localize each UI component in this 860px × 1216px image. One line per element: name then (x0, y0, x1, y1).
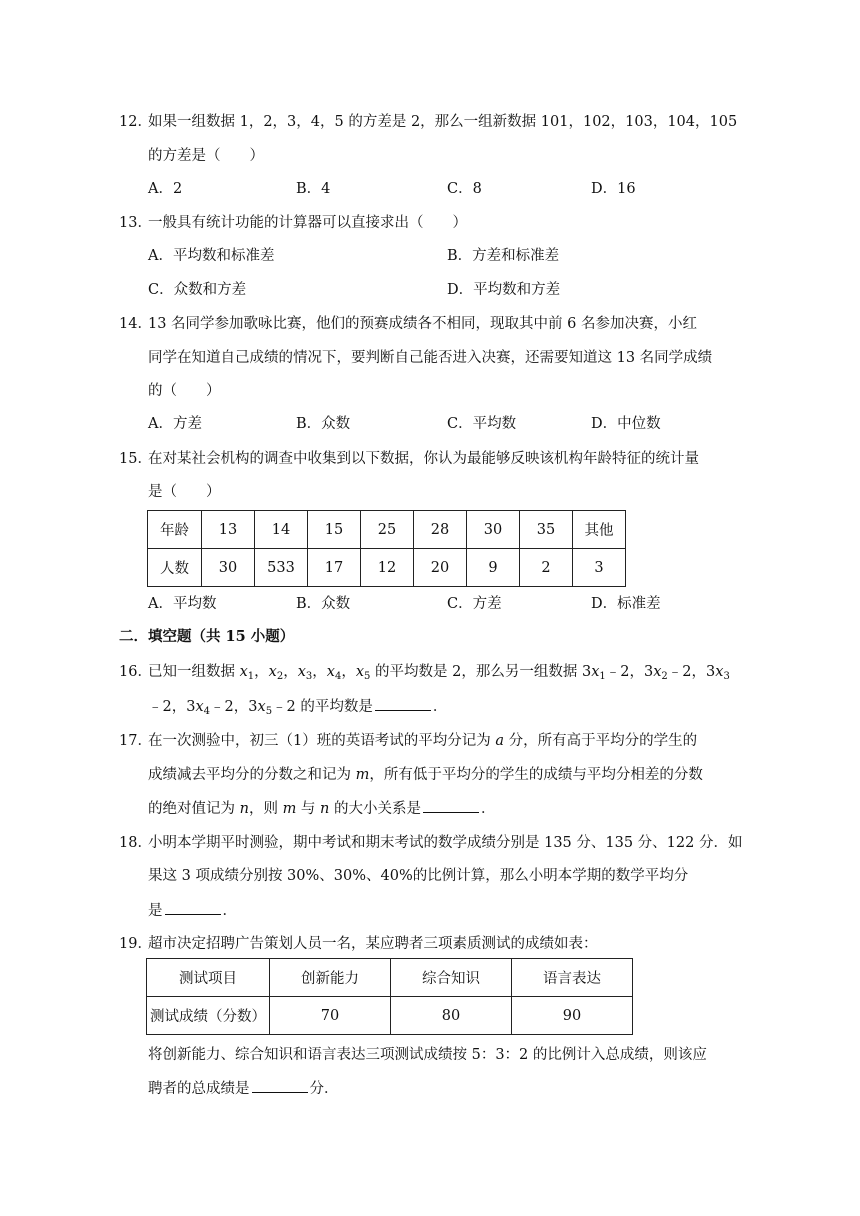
table-cell: 15 (308, 511, 361, 549)
answer-blank[interactable] (375, 696, 431, 711)
q18-text-line3: 是 ． (148, 900, 237, 921)
q14-text-line3: 的（ ） (148, 383, 221, 399)
q12-option-a: A．2 (148, 181, 183, 197)
age-table-row-age (148, 511, 626, 549)
table-cell: 70 (270, 997, 391, 1035)
q16-number: 16． (119, 664, 152, 680)
q14-option-d: D．中位数 (591, 416, 661, 432)
q18-text-line2: 果这 3 项成绩分别按 30%、30%、40%的比例计算，那么小明本学期的数学平均分 (148, 868, 689, 884)
q13-text-line1: 一般具有统计功能的计算器可以直接求出（ ） (148, 215, 467, 231)
q18-number: 18． (119, 835, 152, 851)
q12-text-line1: 如果一组数据 1，2，3，4，5 的方差是 2，那么一组新数据 101，102，103，104，105 (148, 114, 738, 130)
score-table-row-scores (147, 997, 633, 1035)
age-table-row-count (148, 549, 626, 587)
table-cell: 12 (361, 549, 414, 587)
q14-text-line2: 同学在知道自己成绩的情况下，要判断自己能否进入决赛，还需要知道这 13 名同学成绩 (148, 350, 713, 366)
q17-number: 17． (119, 733, 152, 749)
q15-number: 15． (119, 451, 152, 467)
table-cell: 14 (255, 511, 308, 549)
answer-blank[interactable] (252, 1078, 308, 1093)
q15-option-d: D．标准差 (591, 596, 661, 612)
score-table-row-items (147, 959, 633, 997)
answer-blank[interactable] (165, 900, 221, 915)
table-cell: 30 (467, 511, 520, 549)
q13-number: 13． (119, 215, 152, 231)
table-cell: 80 (391, 997, 512, 1035)
table-cell: 综合知识 (391, 959, 512, 997)
table-cell: 17 (308, 549, 361, 587)
table-cell: 28 (414, 511, 467, 549)
table-cell: 测试项目 (147, 959, 270, 997)
table-cell: 90 (512, 997, 633, 1035)
q13-option-d: D．平均数和方差 (447, 282, 561, 298)
q16-text-line2: ﹣2，$3x_4﹣2$，$3x_5﹣2$ 的平均数是 ． (148, 696, 447, 717)
q18-text-line1: 小明本学期平时测验，期中考试和期末考试的数学成绩分别是 135 分、135 分、122 分．如 (148, 835, 743, 851)
table-cell: 13 (202, 511, 255, 549)
q14-text-line1: 13 名同学参加歌咏比赛，他们的预赛成绩各不相同，现取其中前 6 名参加决赛，小红 (148, 316, 698, 332)
table-cell: 20 (414, 549, 467, 587)
table-cell: 语言表达 (512, 959, 633, 997)
q17-text-line3: 的绝对值记为 n，则 m 与 n 的大小关系是 ． (148, 798, 495, 819)
q19-text-line1: 超市决定招聘广告策划人员一名，某应聘者三项素质测试的成绩如表： (148, 936, 598, 952)
q15-text-line1: 在对某社会机构的调查中收集到以下数据，你认为最能够反映该机构年龄特征的统计量 (148, 451, 699, 467)
age-table (147, 510, 626, 587)
q19-number: 19． (119, 936, 152, 952)
q14-option-b: B．众数 (296, 416, 351, 432)
table-cell: 测试成绩（分数） (147, 997, 270, 1035)
q16-text-line1: 已知一组数据 $x_1$，$x_2$，$x_3$，$x_4$，$x_5$ 的平均数是 2，那么另一组数据 $3x_1﹣2$，$3x_2﹣2$，$3x_3$ (148, 664, 730, 682)
table-cell: 9 (467, 549, 520, 587)
q12-number: 12． (119, 114, 152, 130)
q17-text-line2: 成绩减去平均分的分数之和记为 m，所有低于平均分的学生的成绩与平均分相差的分数 (148, 767, 703, 783)
table-cell: 2 (520, 549, 573, 587)
table-cell: 30 (202, 549, 255, 587)
q15-option-b: B．众数 (296, 596, 351, 612)
table-cell: 年龄 (148, 511, 202, 549)
table-cell: 533 (255, 549, 308, 587)
q12-option-d: D．16 (591, 181, 636, 197)
q13-option-a: A．平均数和标准差 (148, 248, 275, 264)
q12-text-line2: 的方差是（ ） (148, 148, 264, 164)
section-heading: 二．填空题（共 15 小题） (119, 628, 295, 645)
table-cell: 创新能力 (270, 959, 391, 997)
q13-option-c: C．众数和方差 (148, 282, 247, 298)
table-cell: 3 (573, 549, 626, 587)
q19-text-line3: 聘者的总成绩是 分． (148, 1078, 339, 1099)
q14-option-c: C．平均数 (447, 416, 517, 432)
q15-text-line2: 是（ ） (148, 484, 221, 500)
q17-text-line1: 在一次测验中，初三（1）班的英语考试的平均分记为 a 分，所有高于平均分的学生的 (148, 733, 698, 749)
q14-option-a: A．方差 (148, 416, 202, 432)
q15-option-a: A．平均数 (148, 596, 217, 612)
q12-option-c: C．8 (447, 181, 482, 197)
table-cell: 35 (520, 511, 573, 549)
q15-option-c: C．方差 (447, 596, 502, 612)
q13-option-b: B．方差和标准差 (447, 248, 560, 264)
q12-option-b: B．4 (296, 181, 331, 197)
table-cell: 25 (361, 511, 414, 549)
q19-text-line2: 将创新能力、综合知识和语言表达三项测试成绩按 5：3：2 的比例计入总成绩，则该应 (148, 1047, 707, 1063)
score-table (146, 958, 633, 1035)
table-cell: 其他 (573, 511, 626, 549)
answer-blank[interactable] (423, 798, 479, 813)
table-cell: 人数 (148, 549, 202, 587)
q14-number: 14． (119, 316, 152, 332)
